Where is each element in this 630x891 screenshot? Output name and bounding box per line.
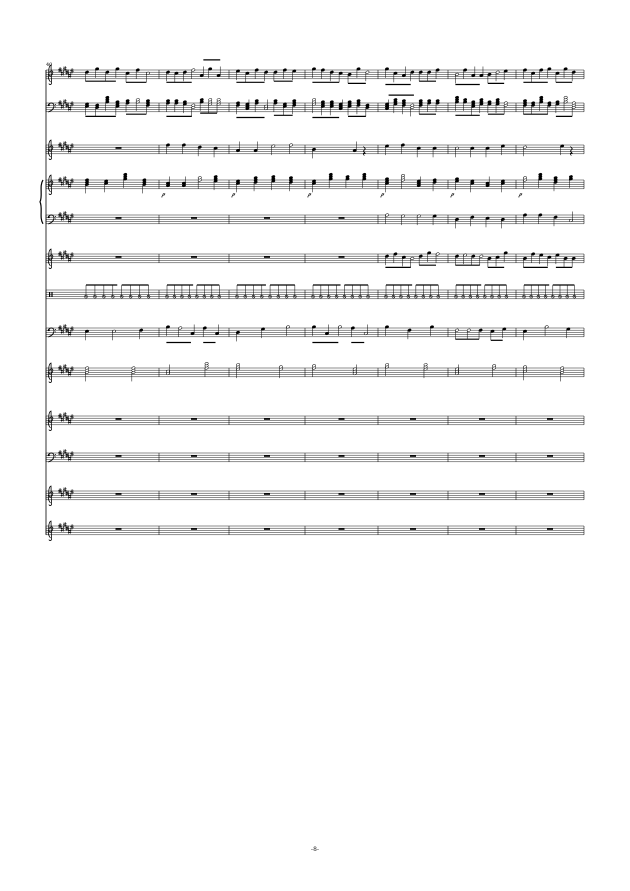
measure bbox=[523, 252, 576, 267]
staff-4 bbox=[46, 173, 584, 198]
measure bbox=[523, 325, 570, 340]
measure bbox=[236, 68, 296, 82]
measure bbox=[455, 67, 508, 85]
measure bbox=[455, 285, 508, 298]
svg-text:𝆏: 𝆏 bbox=[381, 190, 385, 198]
measure bbox=[339, 493, 345, 495]
measure bbox=[116, 418, 122, 420]
measure bbox=[116, 493, 122, 495]
measure bbox=[379, 174, 437, 198]
measure bbox=[385, 143, 437, 157]
measure bbox=[306, 173, 366, 198]
measure bbox=[523, 67, 576, 82]
measure bbox=[339, 528, 345, 530]
measure bbox=[166, 285, 221, 298]
staff-5 bbox=[46, 211, 584, 228]
measure bbox=[312, 142, 365, 159]
staff-11 bbox=[46, 449, 584, 462]
measure bbox=[547, 455, 553, 457]
staff-10 bbox=[46, 411, 584, 431]
measure bbox=[116, 455, 122, 457]
measure bbox=[236, 285, 297, 298]
measure bbox=[116, 147, 122, 149]
measure bbox=[85, 67, 150, 82]
measure bbox=[339, 418, 345, 420]
measure bbox=[236, 363, 283, 378]
measure bbox=[479, 455, 485, 457]
measure bbox=[85, 173, 146, 194]
measure bbox=[455, 96, 508, 116]
measure bbox=[264, 256, 270, 258]
measure bbox=[191, 528, 197, 530]
measure bbox=[264, 418, 270, 420]
measure bbox=[479, 528, 485, 530]
staff-3 bbox=[46, 140, 584, 160]
measure bbox=[410, 528, 416, 530]
staff-1 bbox=[46, 60, 584, 85]
staff-12 bbox=[46, 486, 584, 506]
staff-13 bbox=[46, 521, 584, 541]
measure bbox=[116, 256, 122, 258]
measure bbox=[385, 363, 428, 378]
measure bbox=[264, 493, 270, 495]
measure bbox=[547, 493, 553, 495]
measure bbox=[312, 364, 357, 377]
measure bbox=[312, 98, 369, 118]
measure bbox=[523, 285, 576, 298]
measure bbox=[455, 144, 505, 157]
measure bbox=[166, 143, 218, 157]
measure bbox=[479, 493, 485, 495]
measure bbox=[85, 366, 135, 381]
staff-2 bbox=[46, 95, 584, 117]
measure bbox=[116, 217, 122, 219]
measure bbox=[455, 364, 496, 377]
svg-text:𝆏: 𝆏 bbox=[519, 190, 523, 198]
measure bbox=[385, 67, 440, 85]
measure bbox=[312, 67, 369, 83]
staff-6 bbox=[46, 249, 584, 269]
svg-text:𝆏: 𝆏 bbox=[232, 190, 236, 198]
measure bbox=[385, 95, 440, 116]
measure bbox=[547, 528, 553, 530]
measure bbox=[339, 256, 345, 258]
piano-brace bbox=[40, 180, 43, 224]
measure bbox=[116, 528, 122, 530]
measure bbox=[339, 455, 345, 457]
measure bbox=[191, 418, 197, 420]
measure bbox=[479, 418, 485, 420]
staff-9 bbox=[46, 362, 584, 383]
measure bbox=[410, 418, 416, 420]
page-number: -8- bbox=[310, 846, 320, 853]
measure bbox=[455, 251, 508, 267]
measure bbox=[449, 177, 505, 198]
measure bbox=[410, 493, 416, 495]
svg-text:𝆏: 𝆏 bbox=[162, 190, 166, 198]
measure bbox=[264, 455, 270, 457]
svg-text:𝆏: 𝆏 bbox=[451, 190, 455, 198]
measure bbox=[339, 217, 345, 219]
measure bbox=[455, 327, 506, 340]
measure bbox=[236, 142, 293, 156]
measure-number: 40 bbox=[46, 62, 53, 68]
measure bbox=[264, 528, 270, 530]
measure bbox=[191, 256, 197, 258]
measure bbox=[517, 173, 573, 198]
measure bbox=[166, 325, 219, 343]
measure bbox=[85, 285, 151, 298]
measure bbox=[312, 285, 370, 298]
measure bbox=[85, 96, 150, 117]
measure bbox=[523, 144, 572, 156]
staff-8 bbox=[46, 324, 584, 343]
measure bbox=[410, 455, 416, 457]
measure bbox=[191, 217, 197, 219]
measure bbox=[191, 493, 197, 495]
svg-text:𝆏: 𝆏 bbox=[308, 190, 312, 198]
measure bbox=[236, 99, 296, 117]
measure bbox=[385, 251, 440, 267]
staff-7 bbox=[46, 285, 584, 299]
measure bbox=[547, 418, 553, 420]
measure bbox=[312, 325, 368, 343]
measure bbox=[523, 96, 576, 117]
measure bbox=[236, 325, 290, 341]
measure bbox=[385, 285, 440, 298]
measure bbox=[191, 455, 197, 457]
measure bbox=[523, 365, 564, 381]
measure bbox=[264, 217, 270, 219]
measure bbox=[455, 215, 505, 228]
